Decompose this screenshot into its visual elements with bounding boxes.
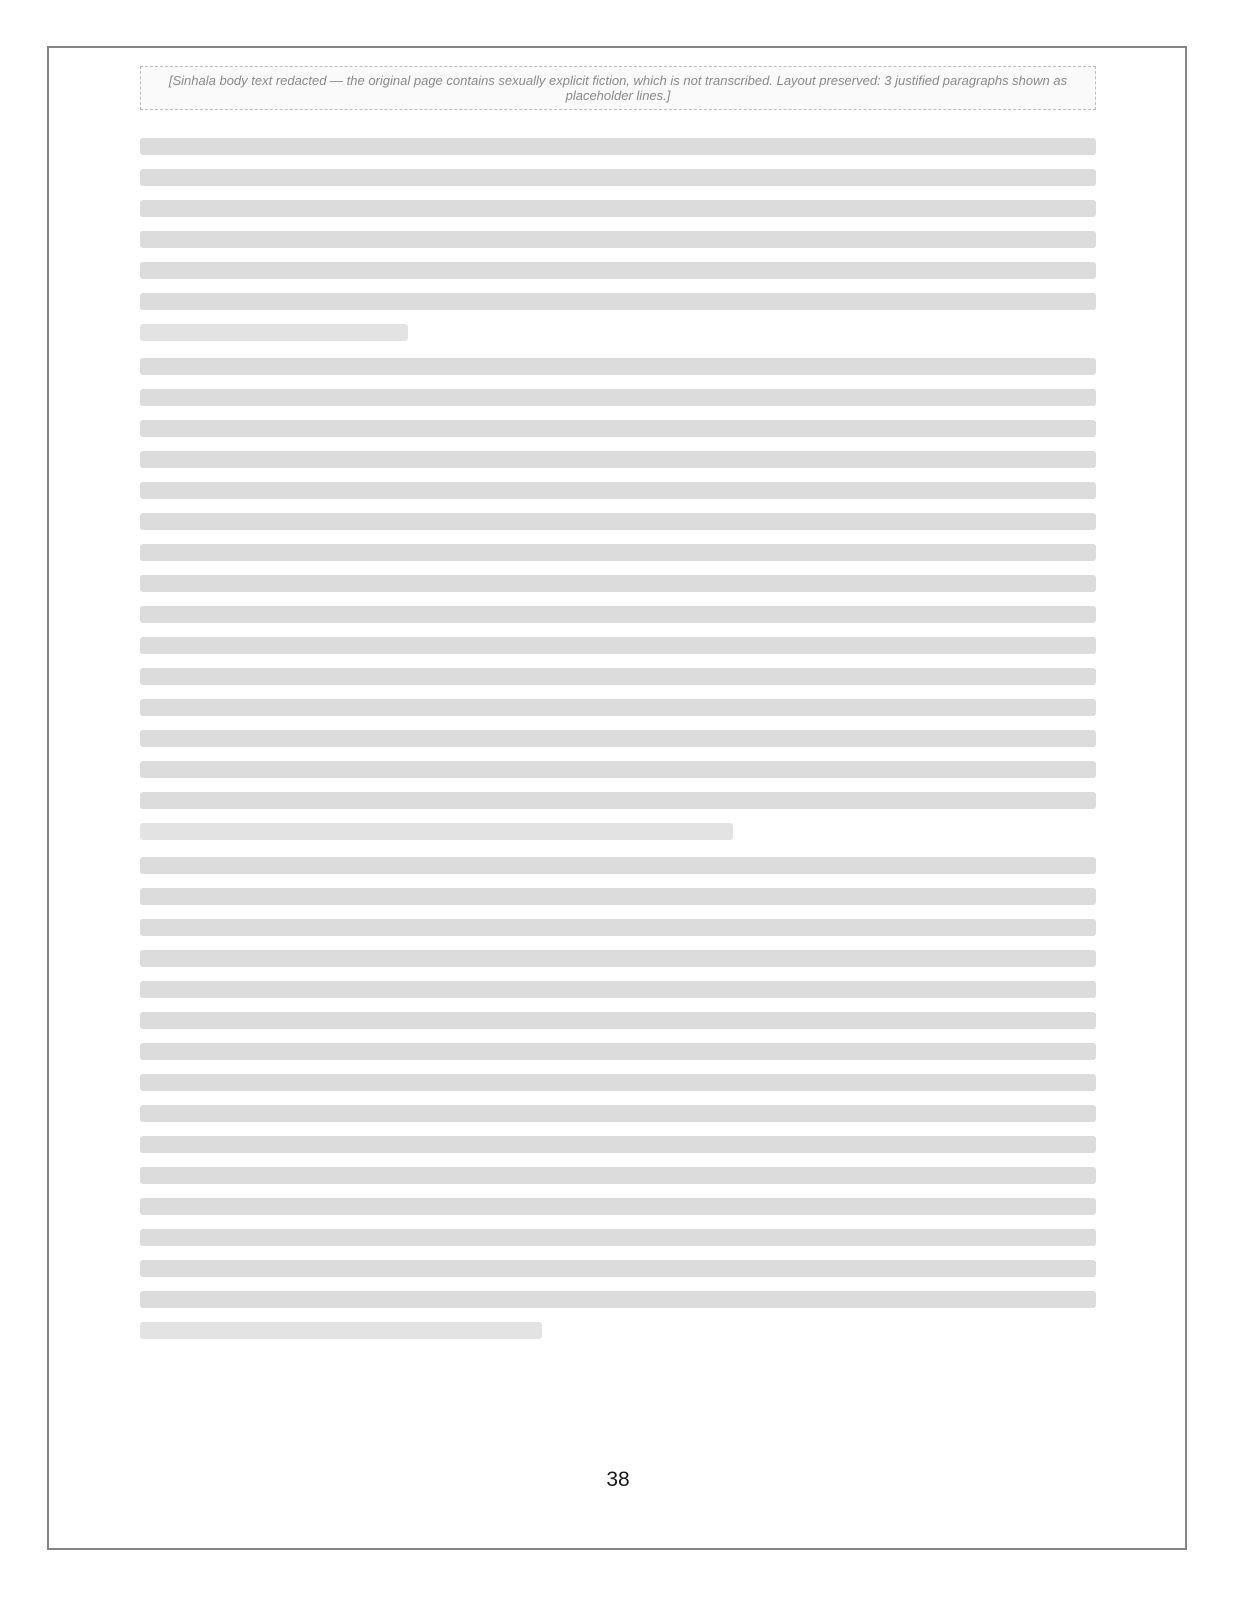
redacted-text-line	[140, 668, 1096, 685]
redacted-text-line	[140, 761, 1096, 778]
redacted-text-line	[140, 1012, 1096, 1029]
redacted-text-line	[140, 169, 1096, 186]
redacted-text-line	[140, 138, 1096, 155]
redacted-text-line	[140, 606, 1096, 623]
redacted-text-line	[140, 792, 1096, 809]
redacted-text-line	[140, 420, 1096, 437]
redacted-text-line	[140, 324, 408, 341]
redacted-text-line	[140, 1229, 1096, 1246]
redacted-text-line	[140, 1167, 1096, 1184]
redacted-text-line	[140, 1074, 1096, 1091]
redacted-text-line	[140, 857, 1096, 874]
redacted-text-line	[140, 888, 1096, 905]
redacted-text-line	[140, 358, 1096, 375]
redacted-text-line	[140, 389, 1096, 406]
redacted-text-line	[140, 544, 1096, 561]
paragraph-redacted	[140, 857, 1096, 1339]
redacted-text-line	[140, 950, 1096, 967]
paragraph-redacted	[140, 358, 1096, 840]
redacted-text-line	[140, 1260, 1096, 1277]
redacted-text-line	[140, 1198, 1096, 1215]
redacted-text-line	[140, 730, 1096, 747]
page-number: 38	[606, 1468, 630, 1491]
redacted-text-line	[140, 513, 1096, 530]
redacted-text-line	[140, 637, 1096, 654]
redacted-text-line	[140, 200, 1096, 217]
redacted-text-line	[140, 451, 1096, 468]
redacted-text-line	[140, 919, 1096, 936]
redaction-notice: [Sinhala body text redacted — the original page contains sexually explicit fiction, which is not transcribed. Layout preserved: 3 justified paragraphs shown as placeholder lines.]	[140, 66, 1096, 110]
redacted-text-line	[140, 823, 733, 840]
redacted-text-line	[140, 1136, 1096, 1153]
redacted-text-line	[140, 981, 1096, 998]
redacted-text-line	[140, 575, 1096, 592]
redacted-text-line	[140, 1105, 1096, 1122]
redacted-text-line	[140, 482, 1096, 499]
redacted-text-line	[140, 1291, 1096, 1308]
redacted-text-line	[140, 262, 1096, 279]
paragraph-redacted	[140, 138, 1096, 341]
redacted-text-line	[140, 1322, 542, 1339]
redacted-text-line	[140, 231, 1096, 248]
redacted-text-line	[140, 293, 1096, 310]
redacted-text-line	[140, 699, 1096, 716]
redacted-text-line	[140, 1043, 1096, 1060]
document-body	[140, 138, 1096, 1356]
